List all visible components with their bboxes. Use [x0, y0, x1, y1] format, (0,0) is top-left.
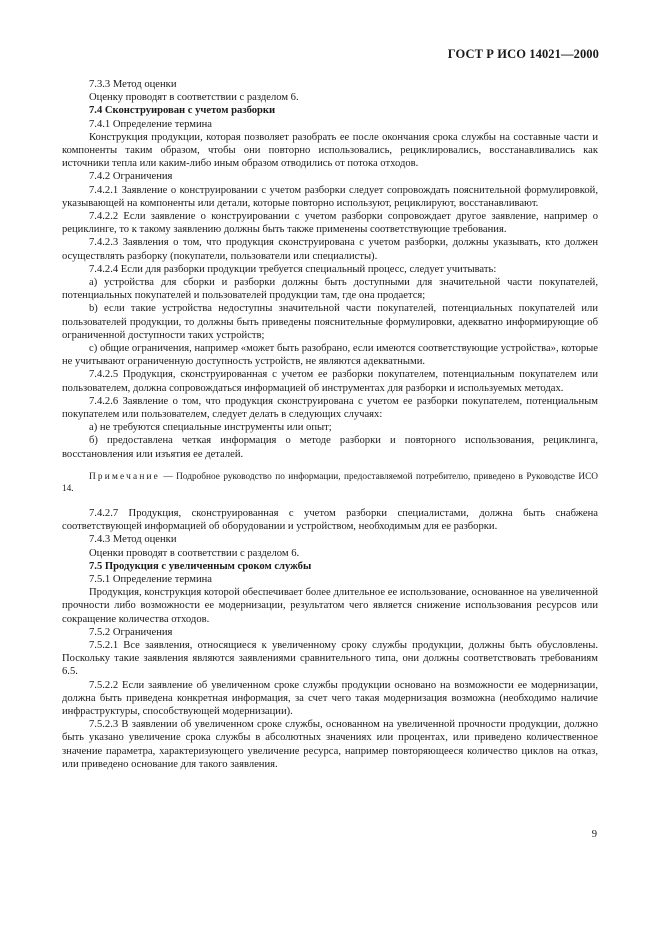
note-label: Примечание — [89, 471, 160, 482]
note-text: — Подробное руководство по информации, предоставляемой потребителю, приведено в Руководстве ИСО 14. — [62, 471, 598, 494]
document-body — [62, 78, 598, 771]
body-paragraph: 7.4.2.3 Заявления о том, что продукция сконструирована с учетом разборки, должны указывать, кто должен осуществлять разборку (покупатели, пользователи или специалисты). — [62, 237, 598, 262]
body-paragraph: 7.4.2.2 Если заявление о конструировании с учетом разборки сопровождает другое заявление, например о рециклинге, то к такому заявлению должны быть также применены соответствующие требования. — [62, 211, 598, 236]
body-paragraph: 7.4.2.7 Продукция, сконструированная с учетом разборки специалистами, должна быть снабжена соответствующей информацией об оборудовании и устройством, необходимым для ее разборки. — [62, 507, 598, 533]
body-paragraph: 7.4.2.1 Заявление о конструировании с учетом разборки следует сопровождать пояснительной формулировкой, указывающей на компоненты или детали, которые повторно используют, рециклируют, восстанавливают. — [62, 184, 598, 209]
body-paragraph: b) если такие устройства недоступны значительной части покупателей, потенциальных покупателей или пользователей продукции, то должны быть приведены пояснительные формулировки, адекватно информирующие об ограниченной доступности таких устройств; — [62, 303, 598, 341]
section-heading: 7.5 Продукция с увеличенным сроком службы — [89, 560, 312, 572]
body-paragraph: 7.4.2 Ограничения — [89, 171, 173, 183]
body-paragraph: а) не требуются специальные инструменты или опыт; — [89, 422, 332, 434]
body-paragraph: Продукция, конструкция которой обеспечивает более длительное ее использование, основанное на увеличенной прочности либо возможности ее модернизации, результатом чего является снижение использования ресурсов или сокращение количества отходов. — [62, 587, 598, 625]
body-paragraph: 7.5.2 Ограничения — [89, 626, 173, 638]
body-paragraph: 7.3.3 Метод оценки — [89, 79, 177, 90]
body-paragraph: 7.4.3 Метод оценки — [89, 534, 177, 546]
body-paragraph: б) предоставлена четкая информация о методе разборки и повторного использования, рециклинга, восстановления или изъятия ее деталей. — [62, 435, 598, 460]
body-paragraph: Оценки проводят в соответствии с разделом 6. — [89, 547, 300, 559]
body-paragraph: 7.5.2.3 В заявлении об увеличенном сроке службы, основанном на увеличенной прочности продукции, должно быть указано увеличение срока службы в абсолютных значениях или процентах, или приведено количественное значение параметра, характеризующего увеличение ресурса, например повторяющееся количество циклов на отказ, или приведено основание для такого заявления. — [62, 719, 598, 770]
body-paragraph: 7.4.1 Определение термина — [89, 118, 212, 130]
body-paragraph: 7.5.2.2 Если заявление об увеличенном сроке службы продукции основано на возможности ее модернизации, должна быть приведена конкретная информация, за счет чего такая модернизация возможна (необходимо наличие инфраструктуры, способствующей модернизации). — [62, 679, 598, 717]
page-number: 9 — [591, 829, 597, 840]
document-header: ГОСТ Р ИСО 14021—2000 — [447, 47, 599, 61]
body-paragraph: 7.4.2.6 Заявление о том, что продукция сконструирована с учетом ее разборки покупателем, потенциальным покупателем или пользователем, следует делать в следующих случаях: — [62, 395, 598, 421]
section-heading: 7.4 Сконструирован с учетом разборки — [89, 105, 276, 117]
body-paragraph: 7.4.2.4 Если для разборки продукции требуется специальный процесс, следует учитывать: — [89, 263, 497, 275]
body-paragraph: Оценку проводят в соответствии с разделом 6. — [89, 92, 299, 104]
body-paragraph: 7.4.2.5 Продукция, сконструированная с учетом ее разборки покупателем, потенциальным покупателем или пользователем, должна сопровождаться информацией об инструментах для разборки и используемых методах. — [62, 369, 598, 394]
body-paragraph: а) устройства для сборки и разборки должны быть доступными для значительной части покупателей, потенциальных покупателей и пользователей продукции там, где она продается; — [62, 277, 598, 302]
body-paragraph: 7.5.1 Определение термина — [89, 573, 212, 585]
body-paragraph: Конструкция продукции, которая позволяет разобрать ее после окончания срока службы на составные части и компоненты таким образом, чтобы они повторно использовались, рециклировались, восстанавливались как источники тепла или каким-либо иным образом отводились от потока отходов. — [62, 131, 598, 170]
body-paragraph: с) общие ограничения, например «может быть разобрано, если имеются соответствующие устройства», которые не учитывают ограниченную доступность устройств, не являются адекватными. — [62, 343, 598, 368]
body-paragraph: 7.5.2.1 Все заявления, относящиеся к увеличенному сроку службы продукции, должны быть обусловлены. Поскольку такие заявления являются заявлениями сравнительного типа, они должны соответствовать требованиям 6.5. — [62, 639, 598, 678]
note-paragraph — [62, 471, 598, 495]
